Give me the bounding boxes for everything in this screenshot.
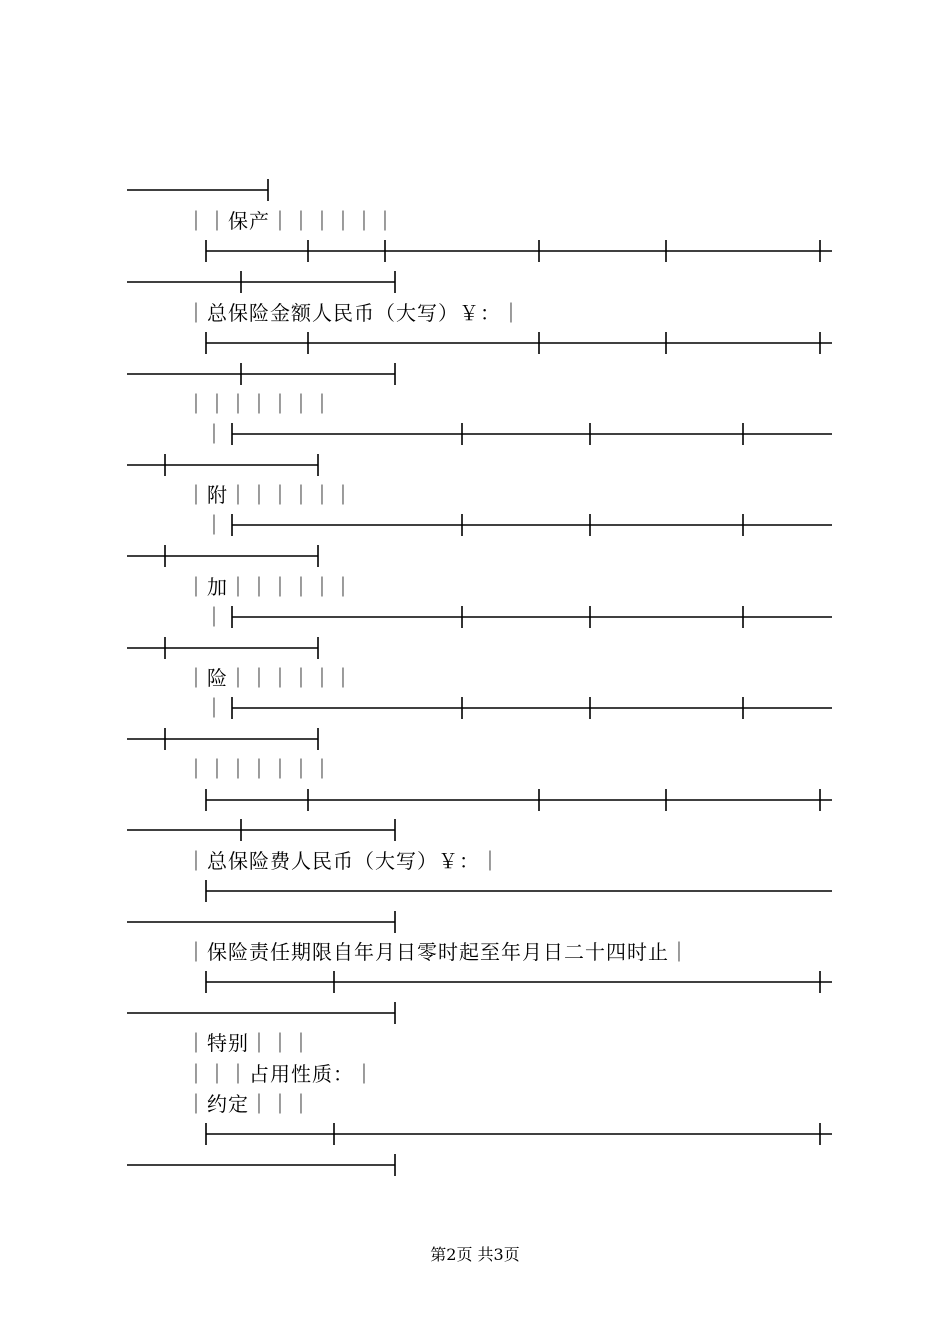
table-rule-line — [127, 1002, 395, 1024]
table-rule-line — [127, 363, 395, 385]
table-rule-line — [232, 606, 832, 628]
table-rule-line — [206, 789, 832, 811]
table-row-text: ｜ — [204, 513, 225, 537]
table-rule-line — [232, 697, 832, 719]
table-rule-line — [127, 819, 395, 841]
table-row-text: ｜ — [204, 422, 225, 446]
total-insured-amount-text: ｜总保险金额人民币（大写）￥：｜ — [186, 301, 522, 325]
total-premium-text: ｜总保险费人民币（大写）￥：｜ — [186, 849, 501, 873]
table-row-text: ｜｜｜｜｜｜｜ — [186, 757, 333, 781]
table-row-text: ｜ — [204, 696, 225, 720]
table-rule-line — [127, 454, 318, 476]
table-rule-line — [206, 1123, 832, 1145]
insurance-period-text: ｜保险责任期限自年月日零时起至年月日二十四时止｜ — [186, 940, 690, 964]
table-row-text: ｜附｜｜｜｜｜｜ — [186, 483, 354, 507]
table-rule-line — [206, 240, 832, 262]
special-agreement-text: ｜特别｜｜｜ — [186, 1031, 312, 1055]
table-row-text: ｜｜｜｜｜｜｜ — [186, 392, 333, 416]
table-row-text: ｜加｜｜｜｜｜｜ — [186, 575, 354, 599]
page-footer: 第2页 共3页 — [430, 1245, 520, 1264]
table-rule-line — [127, 545, 318, 567]
table-rule-line — [127, 1154, 395, 1176]
agreement-text: ｜约定｜｜｜ — [186, 1092, 312, 1116]
table-row-text: ｜险｜｜｜｜｜｜ — [186, 666, 354, 690]
table-row-text: ｜｜保产｜｜｜｜｜｜ — [186, 209, 396, 233]
table-rule-line — [232, 514, 832, 536]
occupancy-nature-text: ｜｜｜占用性质：｜ — [186, 1062, 375, 1086]
table-rule-line — [206, 971, 832, 993]
table-row-text: ｜ — [204, 605, 225, 629]
table-rule-line — [206, 332, 832, 354]
table-rule-line — [127, 179, 268, 201]
table-rule-line — [232, 423, 832, 445]
table-rule-line — [127, 911, 395, 933]
table-rule-line — [127, 271, 395, 293]
table-rule-line — [127, 637, 318, 659]
table-rule-line — [206, 880, 832, 902]
table-rule-line — [127, 728, 318, 750]
